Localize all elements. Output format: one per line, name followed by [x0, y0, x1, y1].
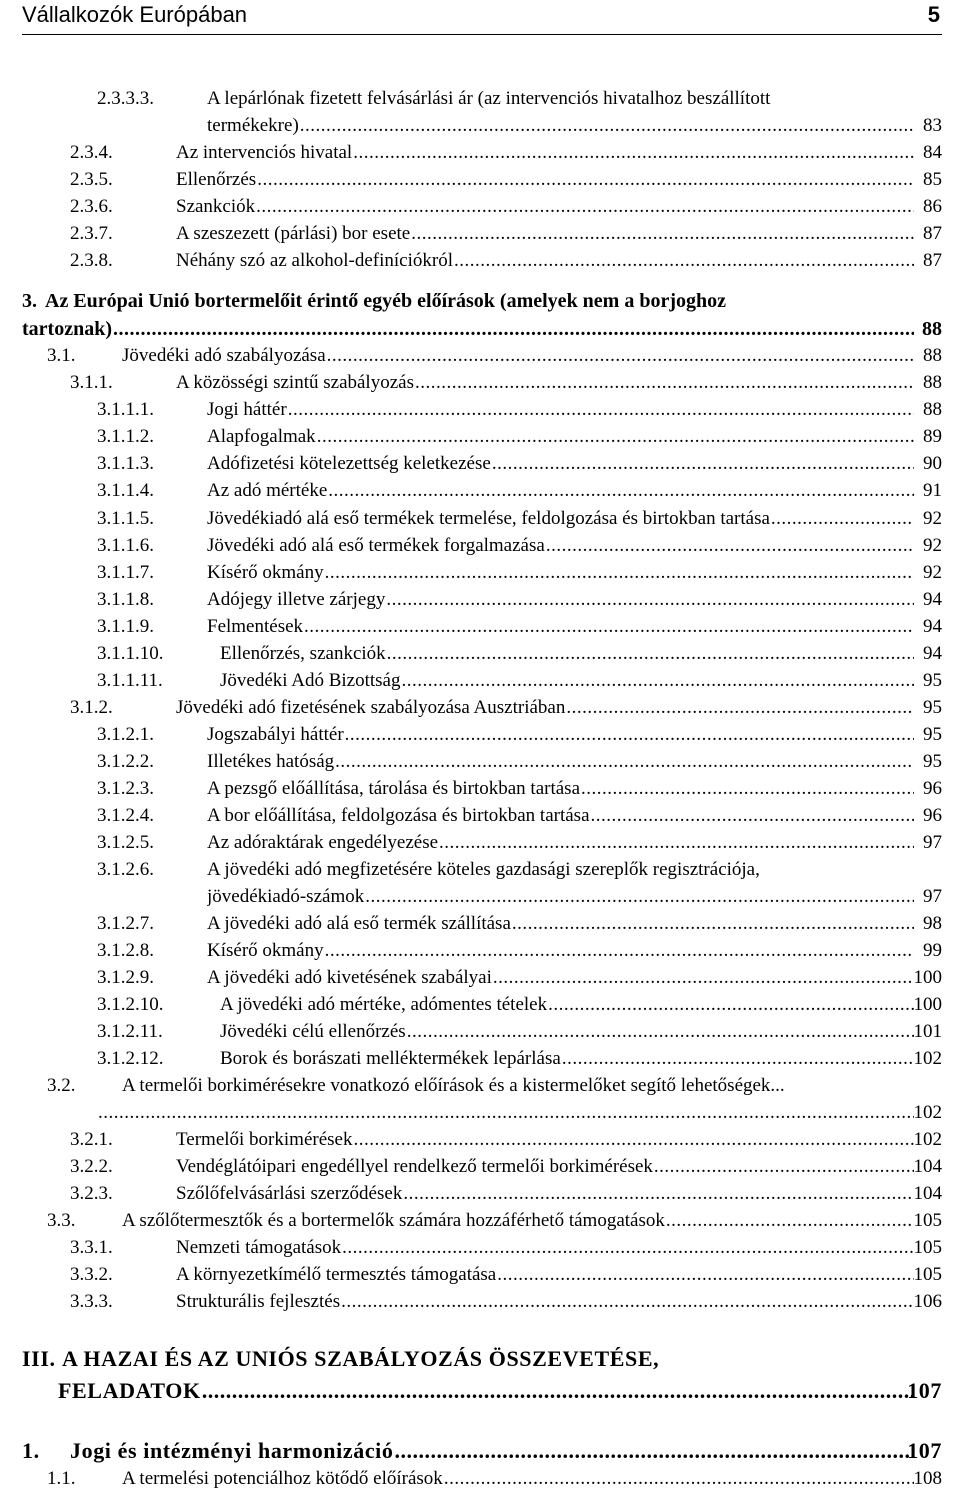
toc-entry-number: 3.1.2.10.	[97, 994, 164, 1015]
dot-leader	[288, 397, 914, 423]
toc-entry-title: Jogi háttér	[207, 397, 288, 423]
dot-leader	[415, 370, 914, 396]
toc-entry-title: A bor előállítása, feldolgozása és birtokban tartása	[207, 803, 591, 829]
toc-entry-title: Szőlőfelvásárlási szerződések	[176, 1181, 403, 1207]
toc-entry-page: 92	[923, 562, 942, 583]
dot-leader	[403, 1181, 914, 1207]
toc-entry[interactable]	[0, 1019, 960, 1045]
toc-entry[interactable]	[0, 1438, 960, 1464]
toc-entry-page: 102	[913, 1102, 942, 1123]
dot-leader	[257, 167, 914, 193]
dot-leader	[317, 424, 914, 450]
toc-entry-page: 105	[913, 1210, 942, 1231]
toc-entry-title: Ellenőrzés, szankciók	[220, 641, 387, 667]
toc-entry[interactable]	[0, 221, 960, 247]
toc-entry-title: Az adó mértéke	[207, 478, 328, 504]
toc-entry-number: 3.1.1.11.	[97, 670, 163, 691]
page-number: 5	[927, 2, 940, 27]
toc-entry-page: 102	[913, 1048, 942, 1069]
toc-entry-page: 87	[923, 250, 942, 271]
toc-entry-title: Jövedéki célú ellenőrzés	[220, 1019, 407, 1045]
toc-entry-number: 3.1.2.11.	[97, 1021, 163, 1042]
toc-entry[interactable]	[0, 776, 960, 802]
toc-entry-number: 2.3.8.	[70, 250, 113, 271]
toc-entry[interactable]	[0, 1346, 960, 1372]
dot-leader	[493, 965, 914, 991]
dot-leader	[454, 248, 914, 274]
toc-entry-number: 3.2.1.	[70, 1129, 113, 1150]
toc-entry-page: 89	[923, 426, 942, 447]
toc-entry-title: Jogszabályi háttér	[207, 722, 345, 748]
toc-entry[interactable]	[0, 965, 960, 991]
toc-entry-number: 3.1.1.2.	[97, 426, 154, 447]
toc-entry-title: Strukturális fejlesztés	[176, 1289, 341, 1315]
toc-entry[interactable]	[0, 938, 960, 964]
toc-entry[interactable]	[0, 695, 960, 721]
toc-entry-title: A szőlőtermesztők és a bortermelők számára hozzáférhető támogatások	[122, 1208, 666, 1234]
toc-entry-title: A jövedéki adó alá eső termék szállítása	[207, 911, 512, 937]
toc-entry[interactable]	[0, 478, 960, 504]
toc-entry-page: 107	[907, 1438, 942, 1463]
toc-entry-title: A jövedéki adó megfizetésére köteles gazdasági szereplők regisztrációja,	[207, 857, 761, 883]
toc-entry-number: 3.2.3.	[70, 1183, 113, 1204]
toc-entry-title: Ellenőrzés	[176, 167, 257, 193]
dot-leader	[439, 830, 914, 856]
toc-entry-page: 88	[923, 345, 942, 366]
dot-leader	[654, 1154, 914, 1180]
dot-leader	[386, 587, 914, 613]
toc-entry-title: Adófizetési kötelezettség keletkezése	[207, 451, 492, 477]
dot-leader	[660, 1346, 942, 1372]
toc-entry-title: Az adóraktárak engedélyezése	[207, 830, 439, 856]
toc-entry-page: 95	[923, 697, 942, 718]
dot-leader	[353, 1127, 914, 1153]
toc-entry-title: Termelői borkimérések	[176, 1127, 353, 1153]
toc-entry-page: 90	[923, 453, 942, 474]
toc-entry[interactable]	[0, 911, 960, 937]
toc-entry-page: 88	[923, 372, 942, 393]
dot-leader	[727, 288, 942, 314]
toc-entry-number: 3.1.1.4.	[97, 480, 154, 501]
toc-entry-number: 2.3.4.	[70, 142, 113, 163]
toc-entry[interactable]	[0, 288, 960, 314]
toc-entry[interactable]	[0, 1208, 960, 1234]
toc-entry-page: 100	[913, 967, 942, 988]
toc-entry[interactable]	[0, 248, 960, 274]
toc-entry-page: 87	[923, 223, 942, 244]
toc-entry[interactable]	[0, 1378, 960, 1404]
dot-leader	[771, 506, 914, 532]
dot-leader	[300, 113, 914, 139]
toc-entry[interactable]	[0, 1100, 960, 1126]
dot-leader	[325, 938, 914, 964]
toc-entry-page: 107	[907, 1378, 942, 1403]
toc-entry-number: 3.1.1.9.	[97, 616, 154, 637]
toc-entry-page: 91	[923, 480, 942, 501]
toc-entry[interactable]	[0, 343, 960, 369]
page-header	[22, 0, 942, 35]
toc-entry[interactable]	[0, 641, 960, 667]
dot-leader	[548, 992, 914, 1018]
toc-entry-number: 3.3.3.	[70, 1291, 113, 1312]
toc-entry-title: Jövedéki adó szabályozása	[122, 343, 327, 369]
toc-entry-number: 3.1.1.3.	[97, 453, 154, 474]
toc-entry[interactable]	[0, 1127, 960, 1153]
toc-entry-title: Illetékes hatóság	[207, 749, 335, 775]
toc-entry-page: 86	[923, 196, 942, 217]
dot-leader	[341, 1289, 914, 1315]
toc-entry-number: 3.2.	[47, 1075, 76, 1096]
toc-entry-title: Nemzeti támogatások	[176, 1235, 342, 1261]
toc-entry[interactable]	[0, 992, 960, 1018]
toc-entry[interactable]	[0, 194, 960, 220]
toc-entry[interactable]	[0, 1289, 960, 1315]
toc-entry[interactable]	[0, 370, 960, 396]
toc-entry-page: 102	[913, 1129, 942, 1150]
dot-leader	[666, 1208, 914, 1234]
toc-entry-number: 2.3.7.	[70, 223, 113, 244]
toc-entry-number: 3.1.1.10.	[97, 643, 164, 664]
dot-leader	[202, 1378, 914, 1404]
toc-entry[interactable]	[0, 533, 960, 559]
dot-leader	[98, 1100, 914, 1126]
toc-entry-page: 100	[913, 994, 942, 1015]
dot-leader	[771, 86, 942, 112]
toc-entry-page: 97	[923, 886, 942, 907]
toc-entry-title: Jövedéki adó alá eső termékek forgalmazása	[207, 533, 546, 559]
toc-entry-page: 108	[913, 1468, 942, 1489]
toc-entry[interactable]	[0, 614, 960, 640]
toc-entry-title: jövedékiadó-számok	[207, 884, 365, 910]
toc-entry-page: 96	[923, 805, 942, 826]
toc-entry-number: 3.2.2.	[70, 1156, 113, 1177]
toc-entry-page: 101	[913, 1021, 942, 1042]
toc-entry[interactable]	[0, 86, 960, 112]
toc-entry[interactable]	[0, 113, 960, 139]
toc-entry-number: 3.1.2.2.	[97, 751, 154, 772]
toc-entry-page: 105	[913, 1237, 942, 1258]
toc-entry-title: Jogi és intézményi harmonizáció	[70, 1438, 394, 1463]
toc-entry-title: Szankciók	[176, 194, 256, 220]
toc-entry[interactable]	[0, 397, 960, 423]
dot-leader	[345, 722, 914, 748]
toc-entry-number: 3.1.2.3.	[97, 778, 154, 799]
toc-entry-page: 92	[923, 508, 942, 529]
toc-entry-title: Jövedéki Adó Bizottság	[220, 668, 401, 694]
toc-entry[interactable]	[0, 1073, 960, 1099]
toc-entry-number: 3.1.2.7.	[97, 913, 154, 934]
dot-leader	[401, 668, 914, 694]
toc-entry[interactable]	[0, 140, 960, 166]
dot-leader	[512, 911, 914, 937]
dot-leader	[365, 884, 914, 910]
dot-leader	[328, 478, 914, 504]
toc-entry[interactable]	[0, 1046, 960, 1072]
toc-entry-title: A pezsgő előállítása, tárolása és birtokban tartása	[207, 776, 581, 802]
dot-leader	[411, 221, 914, 247]
toc-entry-number: 3.1.1.8.	[97, 589, 154, 610]
dot-leader	[395, 1438, 915, 1464]
toc-entry-title: Néhány szó az alkohol-definíciókról	[176, 248, 454, 274]
toc-entry[interactable]	[0, 830, 960, 856]
toc-entry[interactable]	[0, 167, 960, 193]
toc-entry-page: 95	[923, 670, 942, 691]
toc-entry-title: A jövedéki adó mértéke, adómentes tételek	[220, 992, 548, 1018]
toc-entry[interactable]	[0, 316, 960, 342]
toc-entry-number: 3.1.2.4.	[97, 805, 154, 826]
toc-entry-title: Kísérő okmány	[207, 560, 325, 586]
toc-entry[interactable]	[0, 884, 960, 910]
toc-entry-title: Vendéglátóipari engedéllyel rendelkező termelői borkimérések	[176, 1154, 654, 1180]
dot-leader	[761, 857, 942, 883]
dot-leader	[304, 614, 914, 640]
dot-leader	[562, 1046, 914, 1072]
toc-entry-number: 3.1.1.	[70, 372, 113, 393]
toc-entry-title: Az intervenciós hivatal	[176, 140, 353, 166]
running-title: Vállalkozók Európában	[22, 2, 248, 27]
toc-entry-page: 88	[922, 318, 942, 340]
toc-entry[interactable]	[0, 587, 960, 613]
toc-entry-title: A HAZAI ÉS AZ UNIÓS SZABÁLYOZÁS ÖSSZEVETÉSE,	[62, 1346, 660, 1371]
toc-entry-page: 85	[923, 169, 942, 190]
toc-entry-number: III.	[22, 1346, 56, 1371]
dot-leader	[325, 560, 914, 586]
toc-entry[interactable]	[0, 803, 960, 829]
toc-entry-number: 3.1.2.8.	[97, 940, 154, 961]
dot-leader	[497, 1262, 914, 1288]
toc-entry-page: 104	[913, 1183, 942, 1204]
toc-entry-number: 3.1.2.6.	[97, 859, 154, 880]
toc-entry-number: 3.1.1.1.	[97, 399, 154, 420]
toc-entry-page: 105	[913, 1264, 942, 1285]
toc-entry-title: A jövedéki adó kivetésének szabályai	[207, 965, 493, 991]
dot-leader	[407, 1019, 914, 1045]
toc-entry-page: 96	[923, 778, 942, 799]
toc-entry-title: Jövedékiadó alá eső termékek termelése, feldolgozása és birtokban tartása	[207, 506, 771, 532]
toc-entry-number: 3.1.	[47, 345, 76, 366]
toc-entry-number: 1.	[22, 1438, 40, 1463]
toc-entry-title: A szeszezett (párlási) bor esete	[176, 221, 411, 247]
toc-entry-title: Borok és borászati melléktermékek lepárlása	[220, 1046, 562, 1072]
dot-leader	[256, 194, 914, 220]
toc-entry-page: 84	[923, 142, 942, 163]
toc-entry-number: 3.1.1.6.	[97, 535, 154, 556]
toc-entry-page: 104	[913, 1156, 942, 1177]
dot-leader	[342, 1235, 914, 1261]
toc-entry-number: 3.1.2.	[70, 697, 113, 718]
toc-entry-number: 3.3.	[47, 1210, 76, 1231]
toc-entry[interactable]	[0, 668, 960, 694]
toc-entry-page: 88	[923, 399, 942, 420]
toc-entry-page: 95	[923, 751, 942, 772]
toc-entry-title: Felmentések	[207, 614, 304, 640]
toc-entry[interactable]	[0, 722, 960, 748]
toc-entry-title: A lepárlónak fizetett felvásárlási ár (az intervenciós hivatalhoz beszállított	[207, 86, 771, 112]
toc-entry[interactable]	[0, 1466, 960, 1492]
toc-entry-number: 3.	[22, 290, 37, 312]
toc-entry-title: tartoznak)	[22, 318, 112, 340]
toc-entry[interactable]	[0, 424, 960, 450]
toc-entry-number: 3.1.2.9.	[97, 967, 154, 988]
toc-entry-number: 1.1.	[47, 1468, 76, 1489]
dot-leader	[546, 533, 914, 559]
dot-leader	[335, 749, 914, 775]
toc-entry-title: Alapfogalmak	[207, 424, 317, 450]
toc-entry-title: FELADATOK	[58, 1378, 201, 1403]
toc-entry[interactable]	[0, 1235, 960, 1261]
toc-entry-title: termékekre)	[207, 113, 300, 139]
toc-entry-page: 94	[923, 589, 942, 610]
dot-leader	[113, 316, 914, 342]
toc-entry-page: 83	[923, 115, 942, 136]
toc-entry-number: 3.1.1.7.	[97, 562, 154, 583]
dot-leader	[387, 641, 914, 667]
toc-entry-page: 98	[923, 913, 942, 934]
toc-entry-number: 2.3.3.3.	[97, 88, 154, 109]
dot-leader	[581, 776, 914, 802]
toc-entry-number: 3.3.1.	[70, 1237, 113, 1258]
toc-entry-number: 3.1.1.5.	[97, 508, 154, 529]
toc-entry[interactable]	[0, 1154, 960, 1180]
toc-entry-number: 3.3.2.	[70, 1264, 113, 1285]
dot-leader	[492, 451, 914, 477]
dot-leader	[591, 803, 914, 829]
toc-entry-page: 95	[923, 724, 942, 745]
toc-entry-number: 3.1.2.5.	[97, 832, 154, 853]
toc-entry-page: 97	[923, 832, 942, 853]
dot-leader	[327, 343, 914, 369]
toc-entry[interactable]	[0, 1262, 960, 1288]
dot-leader	[566, 695, 914, 721]
toc-entry[interactable]	[0, 506, 960, 532]
toc-entry-number: 3.1.2.1.	[97, 724, 154, 745]
dot-leader	[353, 140, 914, 166]
toc-entry-title: Adójegy illetve zárjegy	[207, 587, 386, 613]
toc-entry-page: 106	[913, 1291, 942, 1312]
dot-leader	[444, 1466, 914, 1492]
toc-entry[interactable]	[0, 749, 960, 775]
toc-entry-page: 94	[923, 643, 942, 664]
toc-entry-title: A termelői borkimérésekre vonatkozó előírások és a kistermelőket segítő lehetőségek...	[122, 1073, 786, 1099]
toc-entry-title: Jövedéki adó fizetésének szabályozása Ausztriában	[176, 695, 566, 721]
toc-entry-title: A termelési potenciálhoz kötődő előírások	[122, 1466, 444, 1492]
toc-entry[interactable]	[0, 560, 960, 586]
toc-entry-title: Kísérő okmány	[207, 938, 325, 964]
toc-entry[interactable]	[0, 451, 960, 477]
toc-entry-number: 2.3.6.	[70, 196, 113, 217]
toc-entry-title: A környezetkímélő termesztés támogatása	[176, 1262, 497, 1288]
toc-entry-number: 2.3.5.	[70, 169, 113, 190]
toc-entry-page: 99	[923, 940, 942, 961]
dot-leader	[786, 1073, 942, 1099]
toc-entry-title: Az Európai Unió bortermelőit érintő egyéb előírások (amelyek nem a borjoghoz	[45, 290, 727, 312]
toc-entry-number: 3.1.2.12.	[97, 1048, 164, 1069]
toc-entry-page: 94	[923, 616, 942, 637]
toc-entry[interactable]	[0, 1181, 960, 1207]
toc-entry-page: 92	[923, 535, 942, 556]
toc-entry[interactable]	[0, 857, 960, 883]
toc-entry-title: A közösségi szintű szabályozás	[176, 370, 415, 396]
